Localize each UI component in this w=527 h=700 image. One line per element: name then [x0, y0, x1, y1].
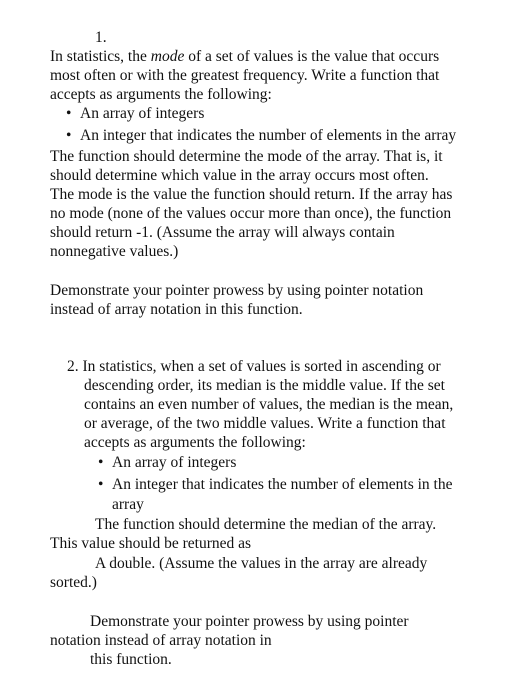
q2-intro-line: accepts as arguments the following:	[84, 434, 306, 451]
q2-demo-line: this function.	[90, 651, 172, 668]
q1-body-line: no mode (none of the values occur more than once), the function	[50, 205, 452, 222]
q2-demo-line: notation instead of array notation in	[50, 632, 272, 649]
q1-body-line: The mode is the value the function should return. If the array has	[50, 186, 453, 203]
q1-body-line: should determine which value in the array occurs most often.	[50, 167, 429, 184]
bullet-icon: •	[66, 127, 72, 144]
q1-demo-line: instead of array notation in this function.	[50, 301, 303, 318]
q2-intro-line: or average, of the two middle values. Write a function that	[84, 415, 446, 432]
q2-tail-line: A double. (Assume the values in the array are already	[95, 555, 428, 572]
q1-demo-line: Demonstrate your pointer prowess by using pointer notation	[50, 282, 424, 299]
q2-demo-line: Demonstrate your pointer prowess by using pointer	[90, 613, 409, 630]
q1-bullet-text: An array of integers	[80, 105, 205, 122]
q2-bullet-item	[98, 453, 236, 472]
q2-tail-line: This value should be returned as	[50, 535, 252, 552]
q2-bullet-text: An array of integers	[112, 454, 237, 471]
q1-intro-line: accepts as arguments the following:	[50, 86, 272, 103]
q1-bullet-item	[66, 104, 204, 123]
q2-tail-line: The function should determine the median of the array.	[95, 516, 437, 533]
q2-bullet-continuation: array	[112, 496, 144, 513]
bullet-icon: •	[98, 454, 104, 471]
q2-bullet-text: An integer that indicates the number of elements in the	[112, 476, 453, 493]
q1-intro-post: of a set of values is the value that occurs	[184, 48, 440, 65]
q2-bullet-item	[98, 475, 452, 494]
q1-intro-line: most often or with the greatest frequency. Write a function that	[50, 67, 440, 84]
q1-body-line: The function should determine the mode of the array. That is, it	[50, 148, 443, 165]
q1-intro-line	[50, 47, 439, 66]
bullet-icon: •	[98, 476, 104, 493]
q2-intro-line: contains an even number of values, the median is the mean,	[84, 396, 454, 413]
q1-body-line: should return -1. (Assume the array will always contain	[50, 224, 395, 241]
q1-intro-pre: In statistics, the	[50, 48, 151, 65]
q2-tail-line: sorted.)	[50, 574, 97, 591]
q1-number: 1.	[95, 29, 107, 46]
bullet-icon: •	[66, 105, 72, 122]
q1-bullet-item	[66, 126, 456, 145]
q2-intro-line: descending order, its median is the middle value. If the set	[84, 377, 445, 394]
q1-mode-term: mode	[150, 48, 185, 65]
q2-intro-line: 2. In statistics, when a set of values is sorted in ascending or	[67, 358, 441, 375]
q1-body-line: nonnegative values.)	[50, 243, 179, 260]
q1-bullet-text: An integer that indicates the number of elements in the array	[80, 127, 457, 144]
